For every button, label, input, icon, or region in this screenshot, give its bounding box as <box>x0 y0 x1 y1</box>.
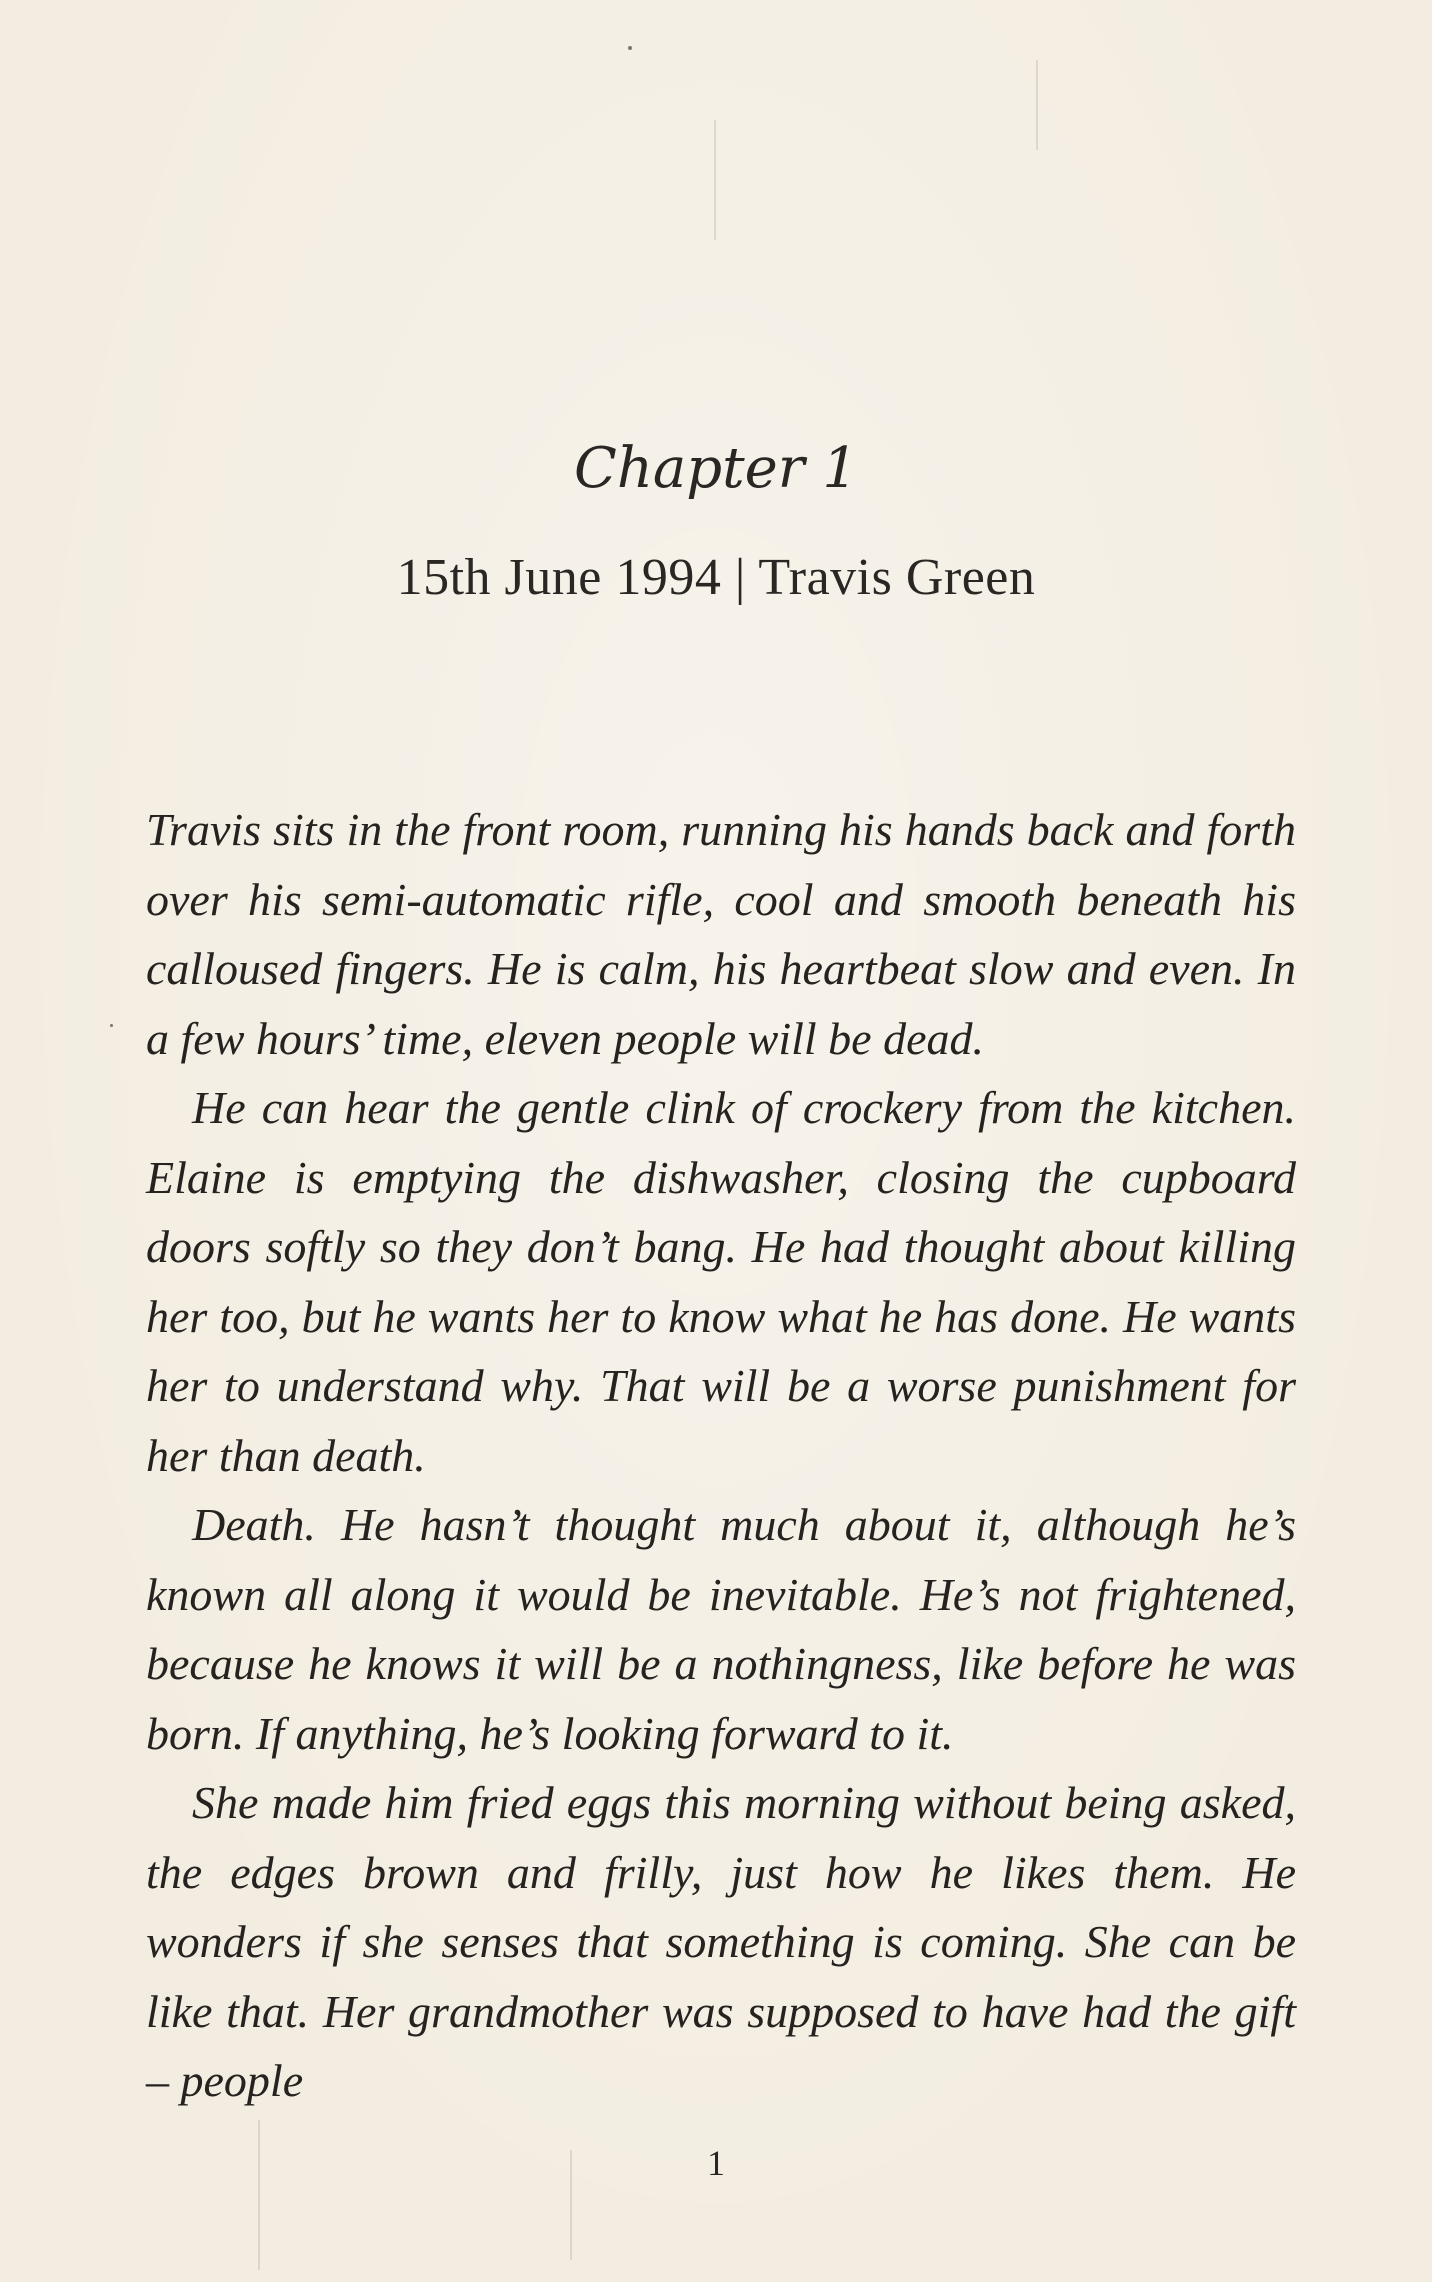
bleed-through-line <box>714 120 716 240</box>
speck <box>110 1024 113 1027</box>
page-number: 1 <box>707 2143 725 2183</box>
chapter-title: Chapter 1 <box>574 436 858 501</box>
paragraph: She made him fried eggs this morning without being asked, the edges brown and frilly, just how he likes them. He wonders if she senses that something is coming. She can be like that. Her grandmother was supposed to have had the gift – people <box>146 1777 1296 2106</box>
paragraph: Travis sits in the front room, running his hands back and forth over his semi-automatic rifle, cool and smooth beneath his calloused fingers. He is calm, his heartbeat slow and even. In a few hours’ time, eleven people will be dead. <box>146 804 1296 1064</box>
chapter-body <box>146 795 1296 2116</box>
paragraph: Death. He hasn’t thought much about it, although he’s known all along it would be inevitable. He’s not frightened, because he knows it will be a nothingness, like before he was born. If anything, he’s looking forward to it. <box>146 1499 1296 1759</box>
speck <box>628 46 632 50</box>
bleed-through-line <box>1036 60 1038 150</box>
paragraph: He can hear the gentle clink of crockery from the kitchen. Elaine is emptying the dishwasher, closing the cupboard doors softly so they don’t bang. He had thought about killing her too, but he wants her to know what he has done. He wants her to understand why. That will be a worse punishment for her than death. <box>146 1082 1296 1481</box>
chapter-subtitle: 15th June 1994 | Travis Green <box>396 549 1036 606</box>
